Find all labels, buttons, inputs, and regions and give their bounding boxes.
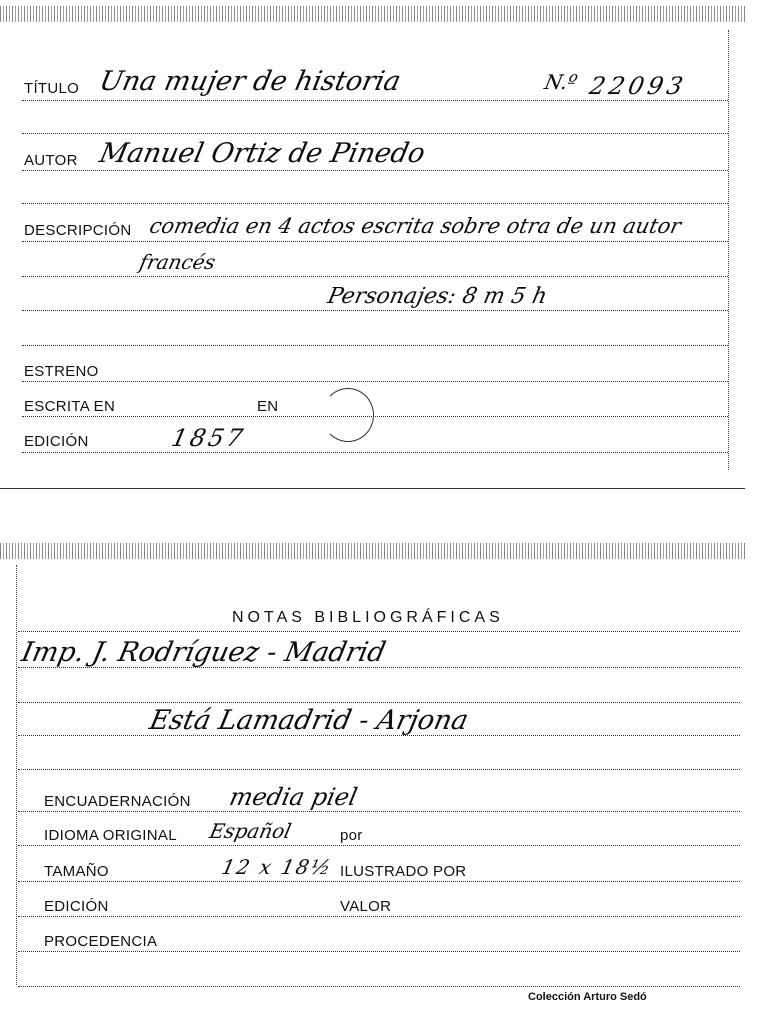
ilustrado-label: ILUSTRADO POR <box>340 863 467 880</box>
titulo-rule <box>22 100 728 101</box>
notes-rule-4 <box>18 769 740 770</box>
blank-rule-bottom <box>18 986 740 987</box>
descripcion-value-line2: francés <box>137 250 218 274</box>
encuadernacion-label: ENCUADERNACIÓN <box>44 793 191 810</box>
notes-rule-1 <box>18 667 740 668</box>
card-top-right-edge <box>728 30 729 470</box>
encuadernacion-rule <box>18 811 740 812</box>
blank-rule-5 <box>22 345 728 346</box>
heading-rule <box>18 631 740 632</box>
en-label: EN <box>257 398 279 415</box>
escrita-rule <box>22 416 728 417</box>
edicion-value: 1857 <box>169 424 249 452</box>
scan-noise-bottom <box>0 543 745 559</box>
encuadernacion-value: media piel <box>227 783 360 811</box>
blank-rule-2 <box>22 203 728 204</box>
catalog-card-bottom <box>0 535 745 1010</box>
card-top-bottom-edge <box>0 488 745 489</box>
descripcion-value-line1: comedia en 4 actos escrita sobre otra de un autor <box>147 214 684 238</box>
catalog-card-top <box>0 0 745 495</box>
notas-heading: NOTAS BIBLIOGRÁFICAS <box>232 609 504 626</box>
notes-rule-2 <box>18 702 740 703</box>
titulo-label: TÍTULO <box>24 80 80 97</box>
numero-label: N.º <box>542 70 580 94</box>
por-label: por <box>340 827 363 844</box>
edicion2-rule <box>18 916 740 917</box>
notes-rule-3 <box>18 735 740 736</box>
blank-rule-1 <box>22 133 728 134</box>
edicion-label: EDICIÓN <box>24 433 89 450</box>
card-bottom-left-edge <box>16 565 17 985</box>
autor-label: AUTOR <box>24 152 78 169</box>
descripcion-rule <box>22 241 728 242</box>
estreno-rule <box>22 381 728 382</box>
blank-rule-4 <box>22 310 728 311</box>
autor-value: Manuel Ortiz de Pinedo <box>96 138 428 169</box>
notes-line-1: Imp. J. Rodríguez - Madrid <box>18 637 389 668</box>
autor-rule <box>22 170 728 171</box>
punch-hole <box>322 388 374 442</box>
idioma-value: Español <box>207 819 294 843</box>
notes-line-2: Está Lamadrid - Arjona <box>146 705 472 736</box>
idioma-rule <box>18 845 740 846</box>
idioma-label: IDIOMA ORIGINAL <box>44 827 177 844</box>
valor-label: VALOR <box>340 898 392 915</box>
estreno-label: ESTRENO <box>24 363 99 380</box>
procedencia-rule <box>18 951 740 952</box>
titulo-value: Una mujer de historia <box>96 66 404 97</box>
tamano-rule <box>18 881 740 882</box>
numero-value: 22093 <box>587 72 690 100</box>
scan-noise-top <box>0 6 745 22</box>
edicion-rule <box>22 452 728 453</box>
blank-rule-3 <box>22 276 728 277</box>
escrita-en-label: ESCRITA EN <box>24 398 116 415</box>
personajes-value: Personajes: 8 m 5 h <box>325 284 550 309</box>
collection-footer: Colección Arturo Sedó <box>528 991 647 1003</box>
tamano-value: 12 x 18½ <box>219 855 335 879</box>
edicion2-label: EDICIÓN <box>44 898 109 915</box>
procedencia-label: PROCEDENCIA <box>44 933 158 950</box>
tamano-label: TAMAÑO <box>44 863 109 880</box>
descripcion-label: DESCRIPCIÓN <box>24 222 132 239</box>
